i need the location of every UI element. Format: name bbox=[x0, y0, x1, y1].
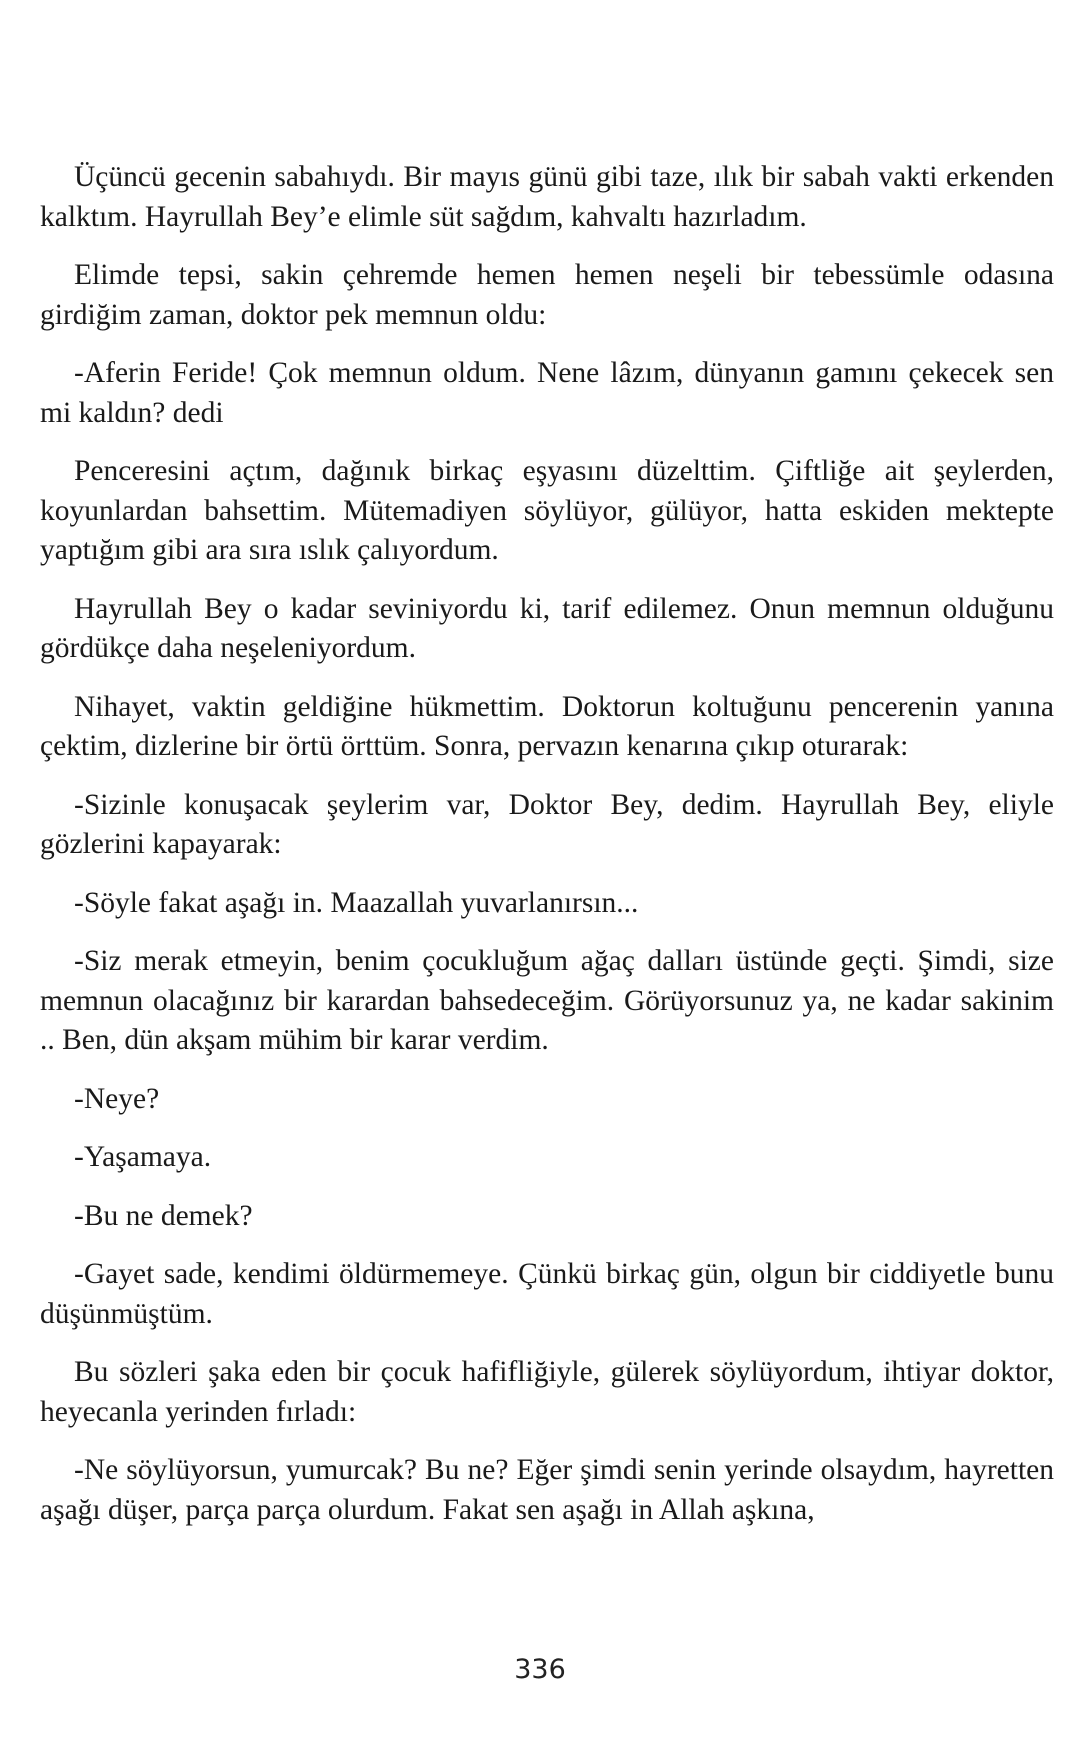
paragraph: -Siz merak etmeyin, benim çocukluğum ağaç dalları üstünde geçti. Şimdi, size memnun olacağınız bir karardan bahsedeceğim. Görüyorsunuz ya, ne kadar sakinim .. Ben, dün akşam mühim bir karar verdim. bbox=[40, 945, 1054, 1056]
paragraph: Nihayet, vaktin geldiğine hükmettim. Doktorun koltuğunu pencerenin yanına çektim, dizlerine bir örtü örttüm. Sonra, pervazın kenarına çıkıp oturarak: bbox=[40, 690, 1054, 762]
paragraph: Elimde tepsi, sakin çehremde hemen hemen neşeli bir tebessümle odasına girdiğim zaman, doktor pek memnun oldu: bbox=[40, 259, 1054, 331]
paragraph: -Gayet sade, kendimi öldürmemeye. Çünkü birkaç gün, olgun bir ciddiyetle bunu düşünmüştüm. bbox=[40, 1258, 1054, 1330]
paragraph: -Bu ne demek? bbox=[74, 1199, 253, 1232]
paragraph: Penceresini açtım, dağınık birkaç eşyasını düzelttim. Çiftliğe ait şeylerden, koyunlardan bahsettim. Mütemadiyen söylüyor, gülüyor, hatta eskiden mektepte yaptığım gibi ara sıra ıslık çalıyordum. bbox=[40, 455, 1054, 566]
paragraph: -Aferin Feride! Çok memnun oldum. Nene lâzım, dünyanın gamını çekecek sen mi kaldın? dedi bbox=[40, 357, 1054, 429]
paragraph: Üçüncü gecenin sabahıydı. Bir mayıs günü gibi taze, ılık bir sabah vakti erkenden kalktım. Hayrullah Bey’e elimle süt sağdım, kahvaltı hazırladım. bbox=[40, 161, 1054, 233]
body-text bbox=[40, 158, 1054, 1549]
paragraph: -Neye? bbox=[74, 1082, 160, 1115]
page-number: 336 bbox=[514, 1654, 566, 1685]
paragraph: -Yaşamaya. bbox=[74, 1141, 212, 1173]
paragraph: -Sizinle konuşacak şeylerim var, Doktor Bey, dedim. Hayrullah Bey, eliyle gözlerini kapayarak: bbox=[40, 788, 1054, 860]
paragraph: -Ne söylüyorsun, yumurcak? Bu ne? Eğer şimdi senin yerinde olsaydım, hayretten aşağı düşer, parça parça olurdum. Fakat sen aşağı in Allah aşkına, bbox=[40, 1454, 1054, 1526]
paragraph: Hayrullah Bey o kadar seviniyordu ki, tarif edilemez. Onun memnun olduğunu gördükçe daha neşeleniyordum. bbox=[40, 592, 1054, 664]
paragraph: Bu sözleri şaka eden bir çocuk hafifliğiyle, gülerek söylüyordum, ihtiyar doktor, heyecanla yerinden fırladı: bbox=[40, 1356, 1054, 1428]
paragraph: -Söyle fakat aşağı in. Maazallah yuvarlanırsın... bbox=[74, 886, 639, 919]
